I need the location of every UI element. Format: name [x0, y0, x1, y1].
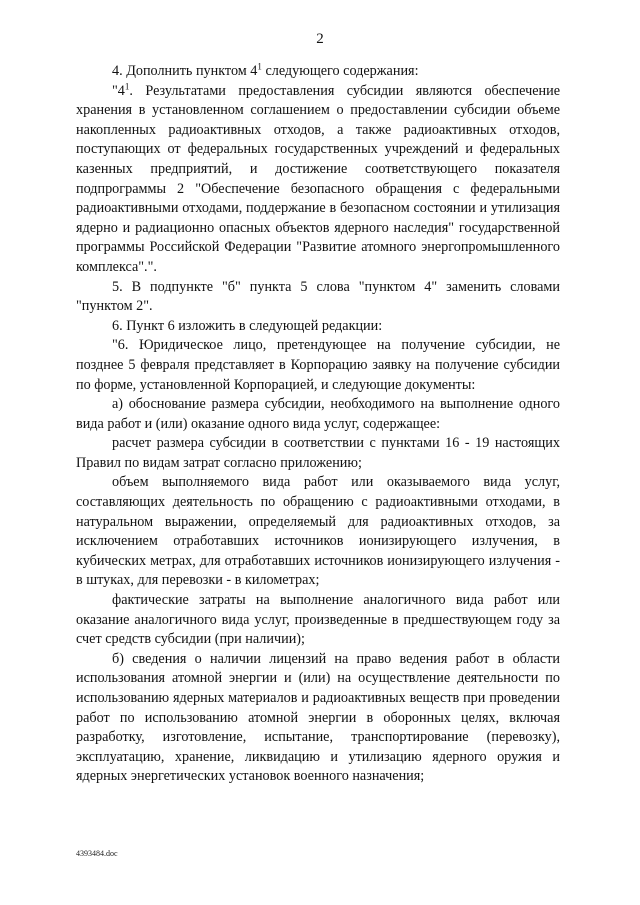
paragraph-4-1: "$4^1$. Результатами предоставления субсидии являются обеспечение хранения в установленном соглашением о предоставлении субсидии объеме накопленных радиоактивных отходов, а также радиоактивных отходов, поступающих от федеральных государственных учреждений и федеральных казенных предприятий, и достижение соответствующего показателя подпрограммы 2 "Обеспечение безопасного обращения с федеральными радиоактивными отходами, поддержание в безопасном состоянии и утилизация ядерно и радиационно опасных объектов ядерного наследия" государственной программы Российской Федерации "Развитие атомного энергопромышленного комплекса".".: [76, 80, 560, 275]
subparagraph-a: а) обоснование размера субсидии, необходимого на выполнение одного вида работ и (или) оказание одного вида услуг, содержащее:: [76, 396, 560, 432]
item-actual-costs: фактические затраты на выполнение аналогичного вида работ или оказание аналогичного вида услуг, произведенные в предшествующем году за счет средств субсидии (при наличии);: [76, 592, 560, 648]
paragraph-5: 5. В подпункте "б" пункта 5 слова "пунктом 4" заменить словами "пунктом 2".: [76, 278, 560, 315]
document-body: [76, 62, 560, 787]
footer-filename: 4393484.doc: [76, 849, 118, 858]
subparagraph-b: б) сведения о наличии лицензий на право ведения работ в области использования атомной энергии и (или) на осуществление деятельности по использованию ядерных материалов и радиоактивных веществ при проведении работ по использованию атомной энергии в оборонных целях, включая разработку, изготовление, испытание, транспортирование (перевозку), эксплуатацию, хранение, ликвидацию и утилизацию ядерного оружия и ядерных энергетических установок военного назначения;: [76, 650, 560, 785]
paragraph-6-new: "6. Юридическое лицо, претендующее на получение субсидии, не позднее 5 февраля представляет в Корпорацию заявку на получение субсидии по форме, установленной Корпорацией, и следующие документы:: [76, 337, 560, 393]
page-number: 2: [316, 31, 324, 47]
item-calculation: расчет размера субсидии в соответствии с пунктами 16 - 19 настоящих Правил по видам затрат согласно приложению;: [76, 435, 560, 471]
paragraph-4: 4. Дополнить пунктом $4^1$ следующего содержания:: [112, 61, 419, 79]
paragraph-6: 6. Пункт 6 изложить в следующей редакции:: [112, 317, 383, 334]
item-volume: объем выполняемого вида работ или оказываемого вида услуг, составляющих деятельность по обращению с радиоактивными отходами, в натуральном выражении, определяемый для радиоактивных отходов, за исключением отработавших источников ионизирующего излучения, в кубических метрах, для отработавших источников ионизирующего излучения - в штуках, для перевозки - в километрах;: [76, 474, 560, 589]
